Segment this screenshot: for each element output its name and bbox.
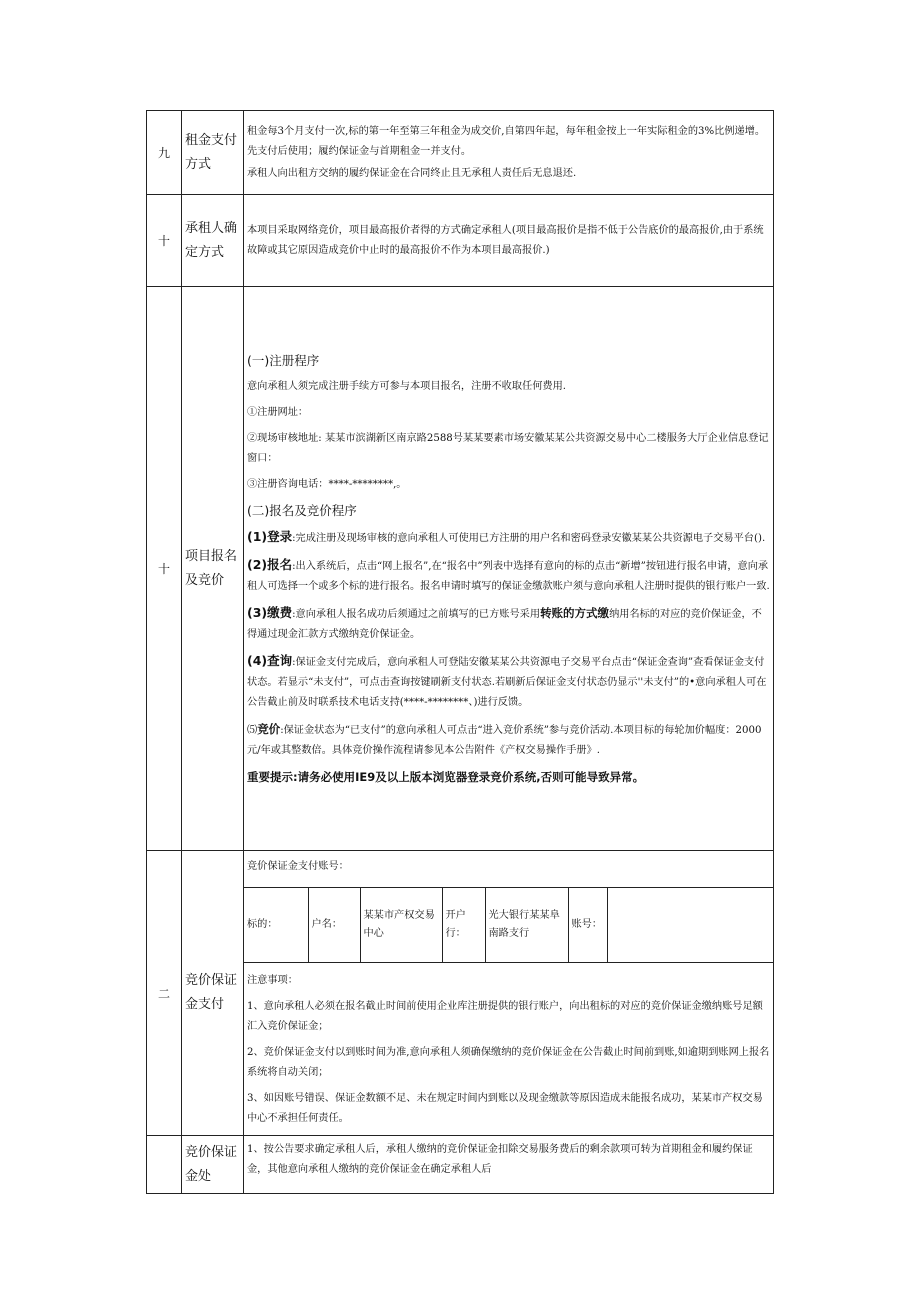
row-number: 十: [147, 195, 182, 287]
row-content: [244, 851, 774, 1136]
row-label: 项目报名及竞价: [182, 287, 244, 851]
paragraph: ②现场审核地址: 某某市滨湖新区南京路2588号某某要素市场安徽某某公共资源交易中心二楼服务大厅企业信息登记窗口：: [247, 432, 769, 464]
paragraph: 1、按公告要求确定承租人后，承租人缴纳的竞价保证金扣除交易服务费后的剩余款项可转为首期租金和履约保证金，其他意向承租人缴纳的竞价保证金在确定承租人后: [247, 1144, 753, 1175]
account-table: [244, 887, 773, 963]
paragraph: 意向承租人须完成注册手续方可参与本项目报名，注册不收取任何费用.: [247, 380, 567, 392]
account-row: [244, 888, 773, 963]
step-heading: (2)报名: [247, 556, 293, 572]
note-item: 3、如因账号错误、保证金数额不足、未在规定时间内到账以及现金缴款等原因造成未能报名成功，某某市产权交易中心不承担任何责任。: [247, 1093, 763, 1124]
row-label: 租金支付方式: [182, 111, 244, 195]
row-content: [244, 195, 774, 287]
paragraph: ①注册网址：: [247, 406, 309, 418]
step-text: 纳用名标的对应的竞价保证金，不得通过现金汇款方式缴纳竞价保证金。: [247, 608, 762, 640]
step-query: [247, 651, 770, 713]
step-text: :出入系统后，点击“网上报名”,在“报名中”列表中选择有意向的标的点击“新增”按钮进行报名申请，意向承租人可选择一个或多个标的进行报名。报名申请时填写的保证金缴款账户须与意向承租人注册时提供的银行账户一致.: [247, 560, 770, 592]
bank-value: 光大银行某某阜南路支行: [485, 888, 568, 963]
step-text: :意向承租人报名成功后须通过之前填写的已方账号采用: [292, 608, 541, 620]
step-heading: 竞价: [257, 721, 281, 736]
step-heading: (1)登录: [247, 528, 293, 544]
step-payment: [247, 603, 770, 645]
account-title: 竞价保证金支付账号：: [247, 861, 349, 872]
note-item: 1、意向承租人必须在报名截止时间前使用企业库注册提供的银行账户，向出租标的对应的竞价保证金缴纳账号足额汇入竞价保证金；: [247, 1001, 763, 1032]
notes-title: 注意事项：: [247, 975, 298, 986]
row-number: 二: [147, 851, 182, 1136]
step-heading: (4)查询: [247, 652, 293, 668]
target-label: 标的：: [244, 888, 308, 963]
step-heading: (3)缴费: [247, 604, 293, 620]
step-login: [247, 527, 770, 549]
announcement-table: [146, 110, 774, 1194]
row-label: 竞价保证金支付: [182, 851, 244, 1136]
row-content: [244, 1136, 774, 1194]
step-text: :保证金支付完成后，意向承租人可登陆安徽某某公共资源电子交易平台点击“保证金查询”查看保证金支付状态。若显示“未支付”，可点击查询按键刷新支付状态.若刷新后保证金支付状态仍显示''未支付”的•意向承租人可在公告截止前及时联系技术电话支持(****-********、)进行反馈。: [247, 656, 767, 708]
row-deposit-handling: [147, 1136, 774, 1194]
row-content: [244, 287, 774, 851]
row-lessee-determination: [147, 195, 774, 287]
row-content: [244, 111, 774, 195]
row-number: [147, 1136, 182, 1194]
section-title-registration: (一)注册程序: [247, 352, 320, 368]
account-number-value: [607, 888, 773, 963]
row-deposit-payment: [147, 851, 774, 1136]
account-name-value: 某某市产权交易中心: [360, 888, 442, 963]
note-item: 2、竞价保证金支付以到账时间为准,意向承租人须确保缴纳的竞价保证金在公告截止时间前到账,如逾期到账网上报名系统将自动关闭；: [247, 1047, 770, 1078]
account-number-label: 账号：: [568, 888, 607, 963]
paragraph: 租金每3个月支付一次,标的第一年至第三年租金为成交价,自第四年起，每年租金按上一年实际租金的3%比例递增。先支付后使用；履约保证金与首期租金一并支付。: [247, 125, 766, 157]
step-bidding: [247, 719, 770, 761]
step-signup: [247, 555, 770, 597]
row-rent-payment: [147, 111, 774, 195]
row-number: 九: [147, 111, 182, 195]
account-name-label: 户名：: [308, 888, 360, 963]
notes-section: [244, 963, 773, 1135]
row-label: 竞价保证金处: [182, 1136, 244, 1194]
step-number: ⑸: [247, 724, 258, 736]
row-registration-bidding: [147, 287, 774, 851]
row-label: 承租人确定方式: [182, 195, 244, 287]
step-text: :保证金状态为“已支付”的意向承租人可点击“进入竞价系统”参与竞价活动.本项目标的每轮加价幅度：2000元/年或其整数倍。具体竞价操作流程请参见本公告附件《产权交易操作手册》.: [247, 724, 762, 756]
section-title-bidding: (二)报名及竞价程序: [247, 502, 357, 518]
step-emphasis: 转账的方式缴: [540, 605, 610, 620]
paragraph: 本项目采取网络竞价，项目最高报价者得的方式确定承租人(项目最高报价是指不低于公告底价的最高报价,由于系统故障或其它原因造成竞价中止时的最高报价不作为本项目最高报价.): [247, 224, 764, 256]
row-number: 十: [147, 287, 182, 851]
step-text: :完成注册及现场审核的意向承租人可使用已方注册的用户名和密码登录安徽某某公共资源电子交易平台().: [292, 532, 766, 544]
important-notice: 重要提示:请务必使用IE9及以上版本浏览器登录竞价系统,否则可能导致异常。: [247, 769, 645, 784]
bank-label: 开户行：: [442, 888, 485, 963]
paragraph: ③注册咨询电话：****-********,。: [247, 478, 407, 490]
paragraph: 承租人向出租方交纳的履约保证金在合同终止且无承租人责任后无息退还.: [247, 167, 577, 179]
